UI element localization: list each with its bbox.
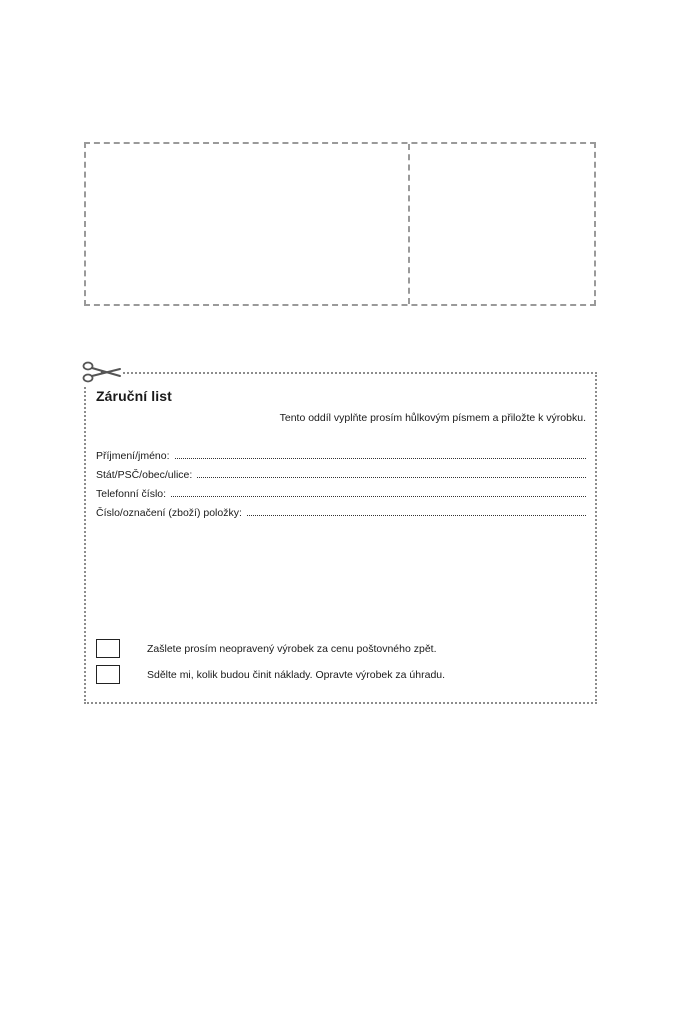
field-label: Číslo/označení (zboží) položky:	[96, 507, 242, 519]
option-label: Zašlete prosím neopravený výrobek za cenu poštovného zpět.	[147, 642, 437, 655]
warranty-card	[84, 372, 597, 704]
field-label: Telefonní číslo:	[96, 488, 167, 500]
checkbox[interactable]	[96, 639, 120, 658]
phone-field[interactable]	[96, 486, 586, 500]
field-label: Příjmení/jméno:	[96, 450, 170, 462]
surname-name-field[interactable]	[96, 448, 586, 462]
address-cutout-box	[84, 142, 596, 306]
card-title: Záruční list	[96, 388, 172, 404]
option-return-unrepaired[interactable]	[96, 639, 437, 658]
option-label: Sdělte mi, kolik budou činit náklady. Opravte výrobek za úhradu.	[147, 668, 446, 681]
fill-line[interactable]	[247, 514, 586, 516]
fill-line[interactable]	[197, 476, 586, 478]
field-label: Stát/PSČ/obec/ulice:	[96, 469, 193, 481]
checkbox[interactable]	[96, 665, 120, 684]
option-quote-costs[interactable]	[96, 665, 445, 684]
fill-instruction: Tento oddíl vyplňte prosím hůlkovým písmem a přiložte k výrobku.	[279, 412, 586, 424]
fill-line[interactable]	[171, 495, 586, 497]
address-box-divider	[408, 144, 410, 304]
scissors-icon	[82, 360, 122, 386]
fill-line[interactable]	[175, 457, 586, 459]
address-field[interactable]	[96, 467, 586, 481]
item-number-field[interactable]	[96, 505, 586, 519]
